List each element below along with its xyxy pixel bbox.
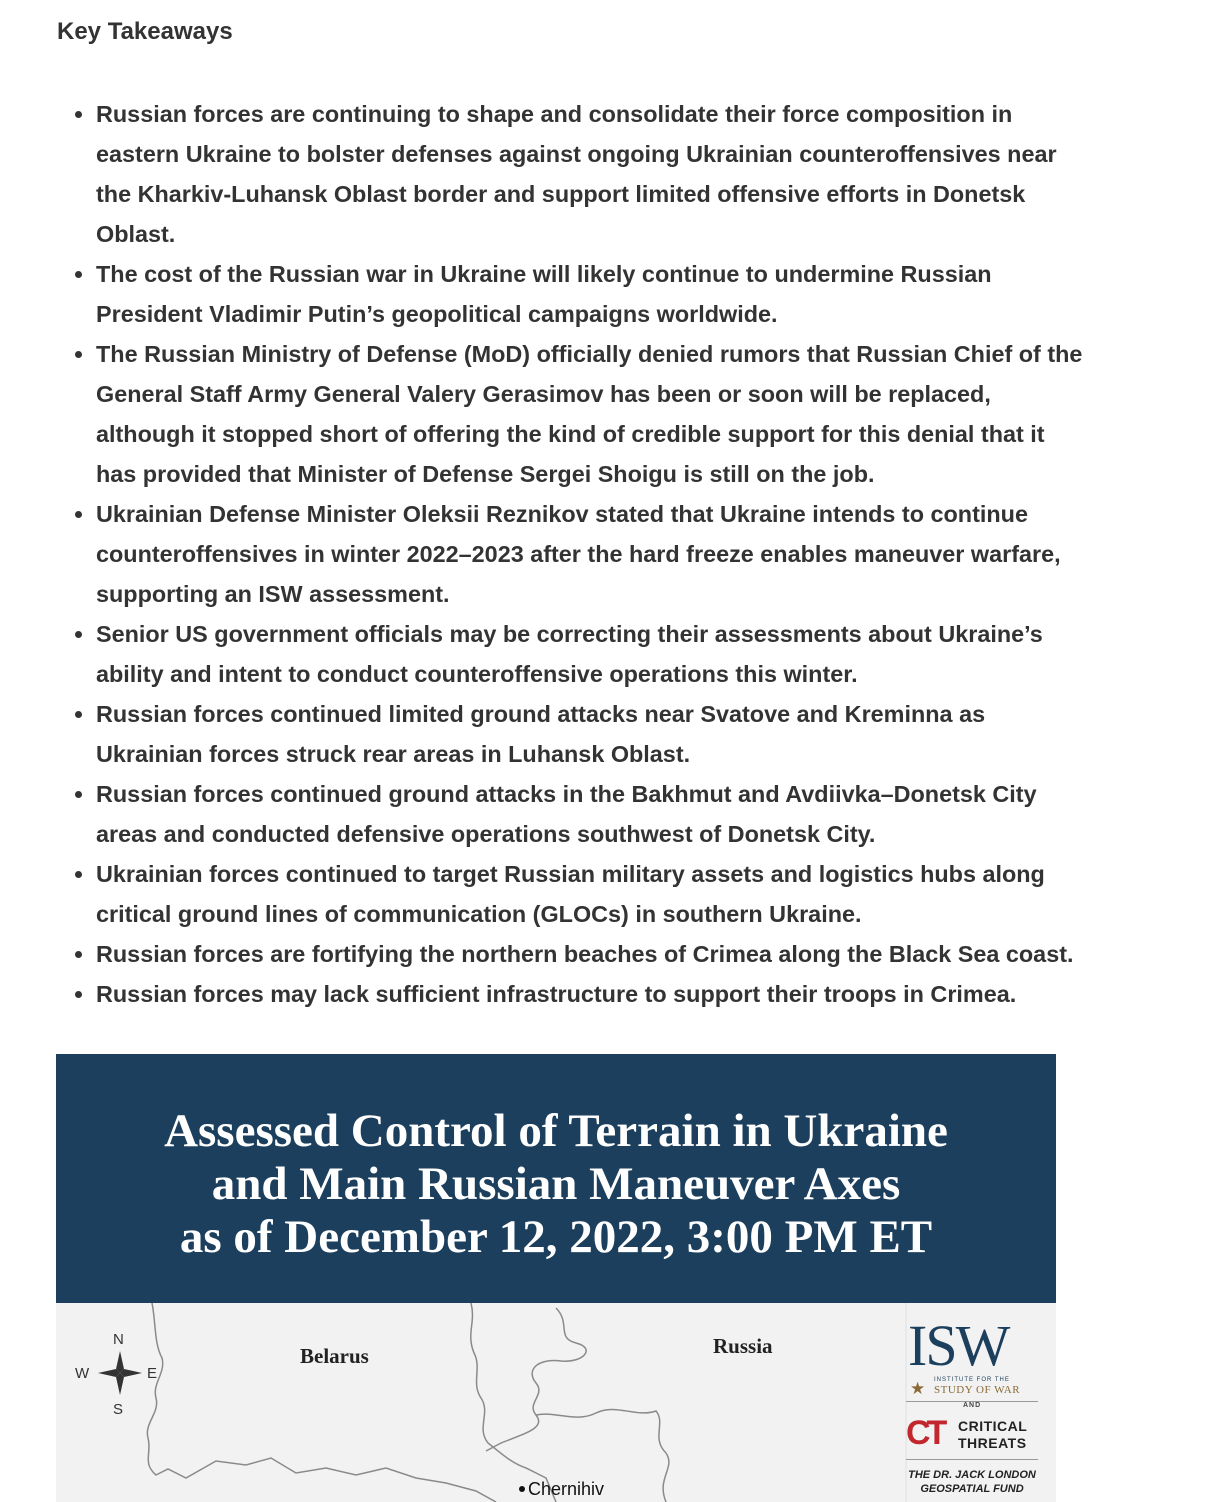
takeaway-item-continuation: ability and intent to conduct counteroffensive operations this winter.: [96, 661, 858, 687]
takeaway-item: The Russian Ministry of Defense (MoD) officially denied rumors that Russian Chief of the: [96, 334, 1218, 374]
fund-line-1: THE DR. JACK LONDON: [908, 1469, 1036, 1481]
city-label-chernihiv: Chernihiv: [528, 1479, 605, 1499]
geospatial-fund-text: [906, 1468, 1038, 1496]
isw-logo-subtitle-2: STUDY OF WAR: [934, 1384, 1021, 1396]
country-label-russia: Russia: [713, 1334, 773, 1358]
oblast-border-line: [471, 1303, 556, 1502]
compass-e-label: E: [147, 1365, 158, 1382]
takeaway-item: Russian forces are fortifying the northern beaches of Crimea along the Black Sea coast.: [96, 934, 1218, 974]
map-title-line-2: and Main Russian Maneuver Axes: [211, 1158, 901, 1210]
compass-n-label: N: [113, 1331, 124, 1348]
isw-logo-wordmark: ISW: [908, 1313, 1009, 1378]
logo-and-text: AND: [963, 1402, 982, 1409]
star-icon: ★: [910, 1379, 926, 1398]
takeaway-item-continuation: Ukrainian forces struck rear areas in Luhansk Oblast.: [96, 741, 691, 767]
takeaway-item: The cost of the Russian war in Ukraine will likely continue to undermine Russian: [96, 254, 1218, 294]
logo-divider-2: [906, 1459, 1038, 1460]
takeaway-item: Senior US government officials may be correcting their assessments about Ukraine’s: [96, 614, 1218, 654]
takeaways-list: [57, 94, 1218, 1014]
compass-rose: [98, 1351, 142, 1395]
map-title-line-3: as of December 12, 2022, 3:00 PM ET: [179, 1211, 933, 1263]
takeaway-item-continuation: supporting an ISW assessment.: [96, 581, 450, 607]
takeaway-item-continuation: the Kharkiv-Luhansk Oblast border and support limited offensive efforts in Donetsk: [96, 181, 1026, 207]
takeaway-item: Russian forces continued ground attacks in the Bakhmut and Avdiivka–Donetsk City: [96, 774, 1218, 814]
takeaway-item: Ukrainian Defense Minister Oleksii Reznikov stated that Ukraine intends to continue: [96, 494, 1218, 534]
takeaway-item: Russian forces may lack sufficient infrastructure to support their troops in Crimea.: [96, 974, 1218, 1014]
country-label-belarus: Belarus: [300, 1344, 369, 1368]
takeaway-item-continuation: eastern Ukraine to bolster defenses against ongoing Ukrainian counteroffensives near: [96, 141, 1057, 167]
ct-line-1: CRITICAL: [958, 1418, 1028, 1434]
compass-w-label: W: [75, 1365, 90, 1382]
isw-ct-logo: [906, 1313, 1046, 1499]
takeaway-item: Russian forces continued limited ground attacks near Svatove and Kreminna as: [96, 694, 1218, 734]
key-takeaways-heading: Key Takeaways: [57, 18, 233, 45]
takeaway-item-continuation: President Vladimir Putin’s geopolitical campaigns worldwide.: [96, 301, 778, 327]
takeaway-item-continuation: critical ground lines of communication (GLOCs) in southern Ukraine.: [96, 901, 862, 927]
takeaway-item-continuation: although it stopped short of offering the kind of credible support for this denial that it: [96, 421, 1045, 447]
takeaway-item: Russian forces are continuing to shape and consolidate their force composition in: [96, 94, 1218, 134]
takeaway-item-continuation: has provided that Minister of Defense Sergei Shoigu is still on the job.: [96, 461, 875, 487]
fund-line-2: GEOSPATIAL FUND: [920, 1483, 1024, 1495]
belarus-border-line: [147, 1303, 496, 1502]
takeaway-item-continuation: counteroffensives in winter 2022–2023 after the hard freeze enables maneuver warfare,: [96, 541, 1061, 567]
takeaway-item-continuation: Oblast.: [96, 221, 176, 247]
map-figure: [56, 1054, 1056, 1502]
compass-s-label: S: [113, 1401, 124, 1418]
map-area: [56, 1303, 1056, 1502]
takeaway-item-continuation: areas and conducted defensive operations southwest of Donetsk City.: [96, 821, 876, 847]
critical-threats-logo-text: [958, 1418, 1027, 1452]
takeaway-item-continuation: General Staff Army General Valery Gerasimov has been or soon will be replaced,: [96, 381, 991, 407]
map-title-banner: [56, 1054, 1056, 1303]
ct-line-2: THREATS: [958, 1435, 1027, 1451]
chernihiv-city-dot: [519, 1486, 525, 1492]
map-title-line-1: Assessed Control of Terrain in Ukraine: [164, 1105, 948, 1157]
isw-logo-subtitle-1: INSTITUTE FOR THE: [934, 1377, 1010, 1383]
russia-border-line: [486, 1308, 586, 1451]
takeaway-item: Ukrainian forces continued to target Russian military assets and logistics hubs along: [96, 854, 1218, 894]
critical-threats-logo-mark: CT: [906, 1414, 944, 1452]
